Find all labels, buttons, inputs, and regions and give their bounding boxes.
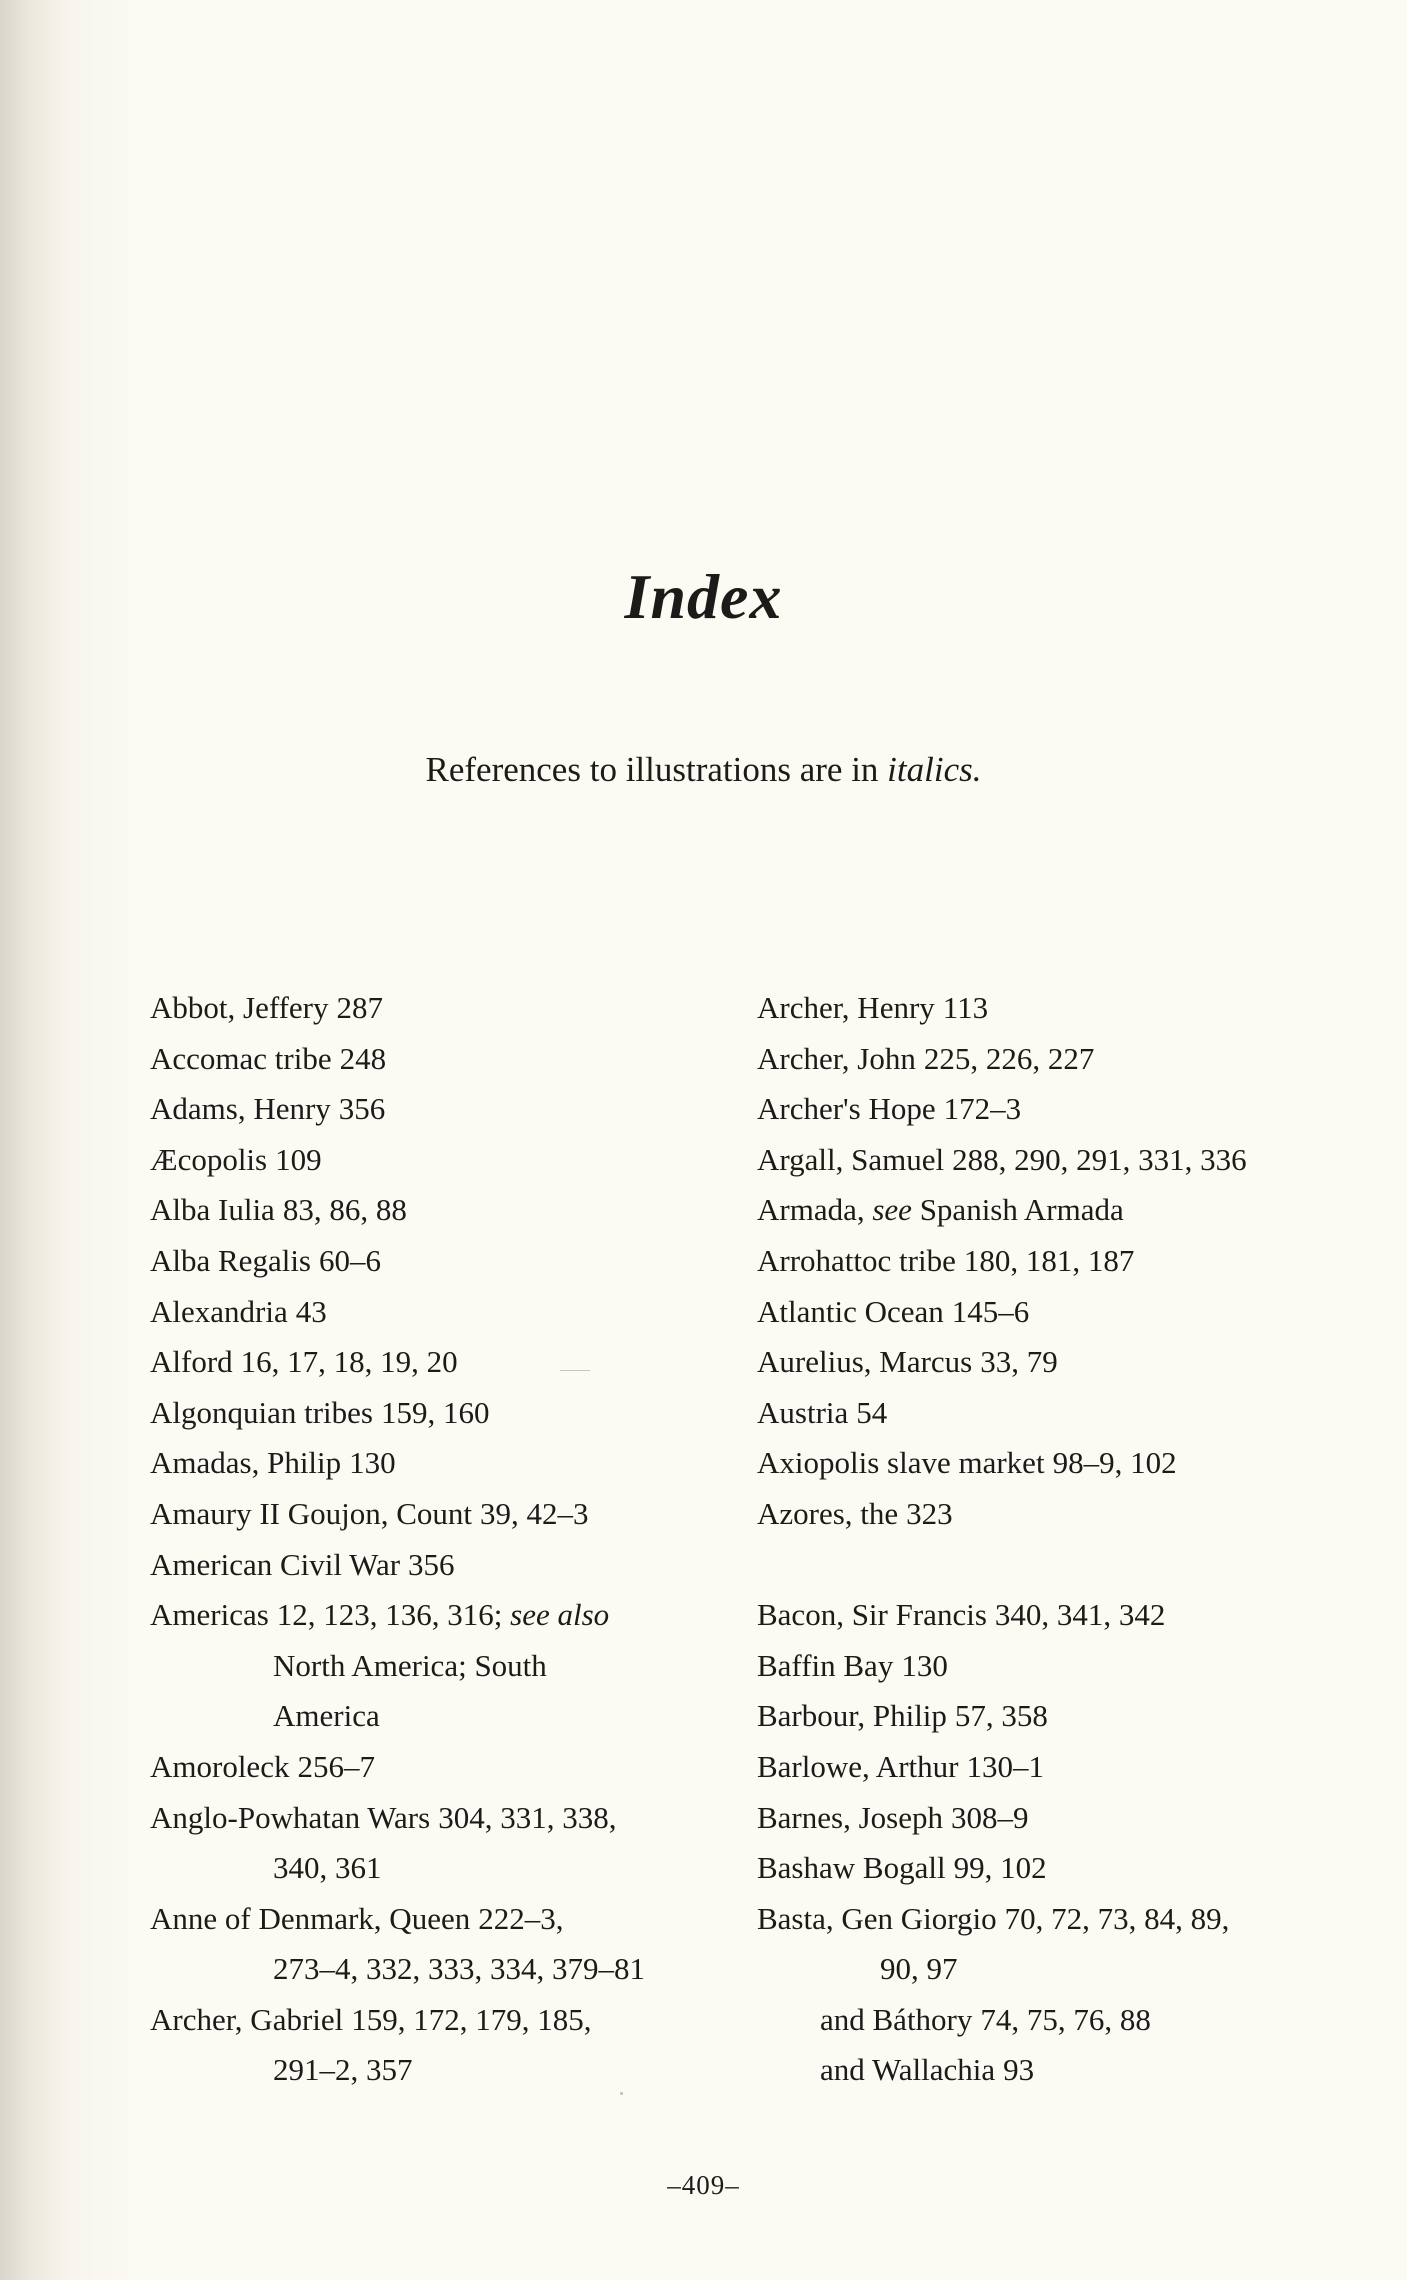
index-entry xyxy=(150,1995,770,2046)
index-entry xyxy=(150,1388,770,1439)
entry-name: Basta, Gen Giorgio xyxy=(757,1900,997,1936)
index-entry xyxy=(757,1185,1377,1236)
note-italic-text: italics. xyxy=(887,750,982,789)
index-entry xyxy=(757,1236,1377,1287)
entry-name: Argall, Samuel xyxy=(757,1141,945,1177)
entry-name: Alba Iulia xyxy=(150,1192,275,1228)
index-entry xyxy=(150,1034,770,1085)
index-entry xyxy=(150,1337,770,1388)
entry-pages: 54 xyxy=(856,1394,888,1430)
entry-pages: 159, 172, 179, 185, xyxy=(351,2001,592,2037)
index-entry xyxy=(757,1438,1377,1489)
page-title: Index xyxy=(624,561,783,632)
entry-pages: 287 xyxy=(336,990,383,1025)
entry-continuation: 340, 361 xyxy=(273,1850,382,1886)
page-number: –409– xyxy=(667,2170,740,2200)
index-entry xyxy=(150,1287,770,1338)
entry-pages: 33, 79 xyxy=(980,1344,1058,1380)
entry-name: Bashaw Bogall xyxy=(757,1850,946,1886)
entry-see: see xyxy=(872,1192,912,1228)
index-entry xyxy=(150,1438,770,1489)
index-entry xyxy=(757,983,1377,1034)
index-entry xyxy=(150,1084,770,1135)
entry-name: Archer, John xyxy=(757,1040,916,1076)
entry-pages: 12, 123, 136, 316; xyxy=(276,1597,503,1633)
entry-name: Amoroleck xyxy=(150,1748,290,1784)
entry-continuation: North America; South xyxy=(273,1647,547,1683)
entry-pages: 43 xyxy=(295,1293,327,1329)
entry-cross-reference: Spanish Armada xyxy=(919,1192,1124,1228)
entry-name: Accomac tribe xyxy=(150,1040,332,1076)
entry-pages: 172–3 xyxy=(943,1091,1022,1127)
index-subentry xyxy=(757,2045,1377,2096)
entry-pages: 57, 358 xyxy=(954,1698,1048,1734)
index-entry xyxy=(757,1084,1377,1135)
note-text: References to illustrations are in xyxy=(425,750,888,789)
entry-pages: 308–9 xyxy=(950,1799,1029,1835)
index-entry xyxy=(150,1793,770,1844)
index-entry xyxy=(757,1135,1377,1186)
entry-name: and Báthory xyxy=(820,2001,973,2037)
index-entry xyxy=(757,1641,1377,1692)
entry-name: Azores, the xyxy=(757,1495,899,1531)
index-entry xyxy=(150,1894,770,1945)
entry-pages: 256–7 xyxy=(297,1748,375,1784)
index-entry xyxy=(757,1742,1377,1793)
index-entry xyxy=(757,1489,1377,1540)
entry-name: Anglo-Powhatan Wars xyxy=(150,1799,431,1835)
entry-continuation: 90, 97 xyxy=(880,1951,958,1987)
entry-name: Barbour, Philip xyxy=(757,1698,947,1734)
entry-name: American Civil War xyxy=(150,1546,401,1582)
entry-pages: 222–3, xyxy=(478,1900,564,1936)
entry-name: Amaury II Goujon, Count xyxy=(150,1495,473,1531)
index-entry xyxy=(150,1489,770,1540)
entry-pages: 145–6 xyxy=(951,1293,1030,1329)
index-column-right xyxy=(757,983,1377,2096)
entry-name: Amadas, Philip xyxy=(150,1445,342,1481)
entry-see-also: see also xyxy=(510,1597,610,1633)
entry-name: Barlowe, Arthur xyxy=(757,1748,959,1784)
entry-name: Alexandria xyxy=(150,1293,288,1329)
entry-name: Archer, Gabriel xyxy=(150,2001,344,2037)
entry-name: Algonquian tribes xyxy=(150,1394,373,1430)
entry-pages: 159, 160 xyxy=(381,1394,490,1430)
index-entry xyxy=(757,1793,1377,1844)
entry-name: and Wallachia xyxy=(820,2052,996,2088)
entry-continuation: 273–4, 332, 333, 334, 379–81 xyxy=(273,1951,645,1987)
entry-pages: 98–9, 102 xyxy=(1052,1445,1177,1481)
entry-name: Baffin Bay xyxy=(757,1647,894,1683)
index-entry xyxy=(757,1691,1377,1742)
entry-name: Aurelius, Marcus xyxy=(757,1344,973,1380)
entry-pages: 93 xyxy=(1003,2052,1035,2088)
entry-name: Anne of Denmark, Queen xyxy=(150,1900,471,1936)
illustration-note xyxy=(0,750,1407,790)
entry-pages: 323 xyxy=(906,1495,953,1531)
index-entry xyxy=(757,1287,1377,1338)
entry-pages: 39, 42–3 xyxy=(480,1495,589,1531)
index-entry xyxy=(757,1894,1377,1945)
entry-name: Axiopolis slave market xyxy=(757,1445,1045,1481)
entry-pages: 109 xyxy=(275,1141,322,1177)
entry-pages: 180, 181, 187 xyxy=(963,1242,1135,1278)
entry-pages: 225, 226, 227 xyxy=(923,1040,1095,1076)
entry-pages: 340, 341, 342 xyxy=(994,1597,1166,1633)
entry-name: Adams, Henry xyxy=(150,1091,331,1127)
entry-pages: 70, 72, 73, 84, 89, xyxy=(1004,1900,1230,1936)
index-entry xyxy=(150,1590,770,1641)
index-entry xyxy=(757,1034,1377,1085)
entry-pages: 99, 102 xyxy=(953,1850,1047,1886)
index-entry xyxy=(150,1236,770,1287)
index-subentry xyxy=(757,1995,1377,2046)
entry-name: Archer, Henry xyxy=(757,990,935,1025)
entry-pages: 60–6 xyxy=(319,1242,381,1278)
index-entry xyxy=(757,1590,1377,1641)
entry-pages: 83, 86, 88 xyxy=(282,1192,407,1228)
entry-name: Æcopolis xyxy=(150,1141,268,1177)
index-entry xyxy=(757,1843,1377,1894)
entry-continuation: 291–2, 357 xyxy=(273,2052,413,2088)
index-column-left xyxy=(150,983,770,2096)
index-entry xyxy=(150,1185,770,1236)
entry-pages: 356 xyxy=(338,1091,386,1127)
letter-section-gap xyxy=(757,1540,1377,1591)
index-entry xyxy=(150,1540,770,1591)
entry-name: Abbot, Jeffery xyxy=(150,990,329,1025)
entry-pages: 130 xyxy=(349,1445,396,1481)
entry-pages: 248 xyxy=(339,1040,387,1076)
entry-name: Bacon, Sir Francis xyxy=(757,1597,987,1633)
entry-name: Austria xyxy=(757,1394,849,1430)
entry-name: Americas xyxy=(150,1597,269,1633)
index-entry xyxy=(757,1388,1377,1439)
index-entry xyxy=(150,1742,770,1793)
entry-name: Armada, xyxy=(757,1192,865,1228)
index-entry xyxy=(757,1337,1377,1388)
entry-name: Alba Regalis xyxy=(150,1242,311,1278)
entry-name: Archer's Hope xyxy=(757,1091,936,1127)
entry-continuation: America xyxy=(273,1698,380,1734)
entry-pages: 130 xyxy=(901,1647,948,1683)
entry-pages: 113 xyxy=(942,990,989,1025)
entry-pages: 356 xyxy=(408,1546,455,1582)
entry-name: Atlantic Ocean xyxy=(757,1293,944,1329)
entry-pages: 74, 75, 76, 88 xyxy=(980,2001,1151,2037)
entry-name: Arrohattoc tribe xyxy=(757,1242,956,1278)
entry-name: Alford xyxy=(150,1344,233,1380)
index-entry xyxy=(150,983,770,1034)
index-entry xyxy=(150,1135,770,1186)
entry-pages: 304, 331, 338, xyxy=(438,1799,617,1835)
entry-pages: 16, 17, 18, 19, 20 xyxy=(240,1344,458,1380)
entry-name: Barnes, Joseph xyxy=(757,1799,943,1835)
entry-pages: 288, 290, 291, 331, 336 xyxy=(952,1141,1247,1177)
entry-pages: 130–1 xyxy=(966,1748,1044,1784)
